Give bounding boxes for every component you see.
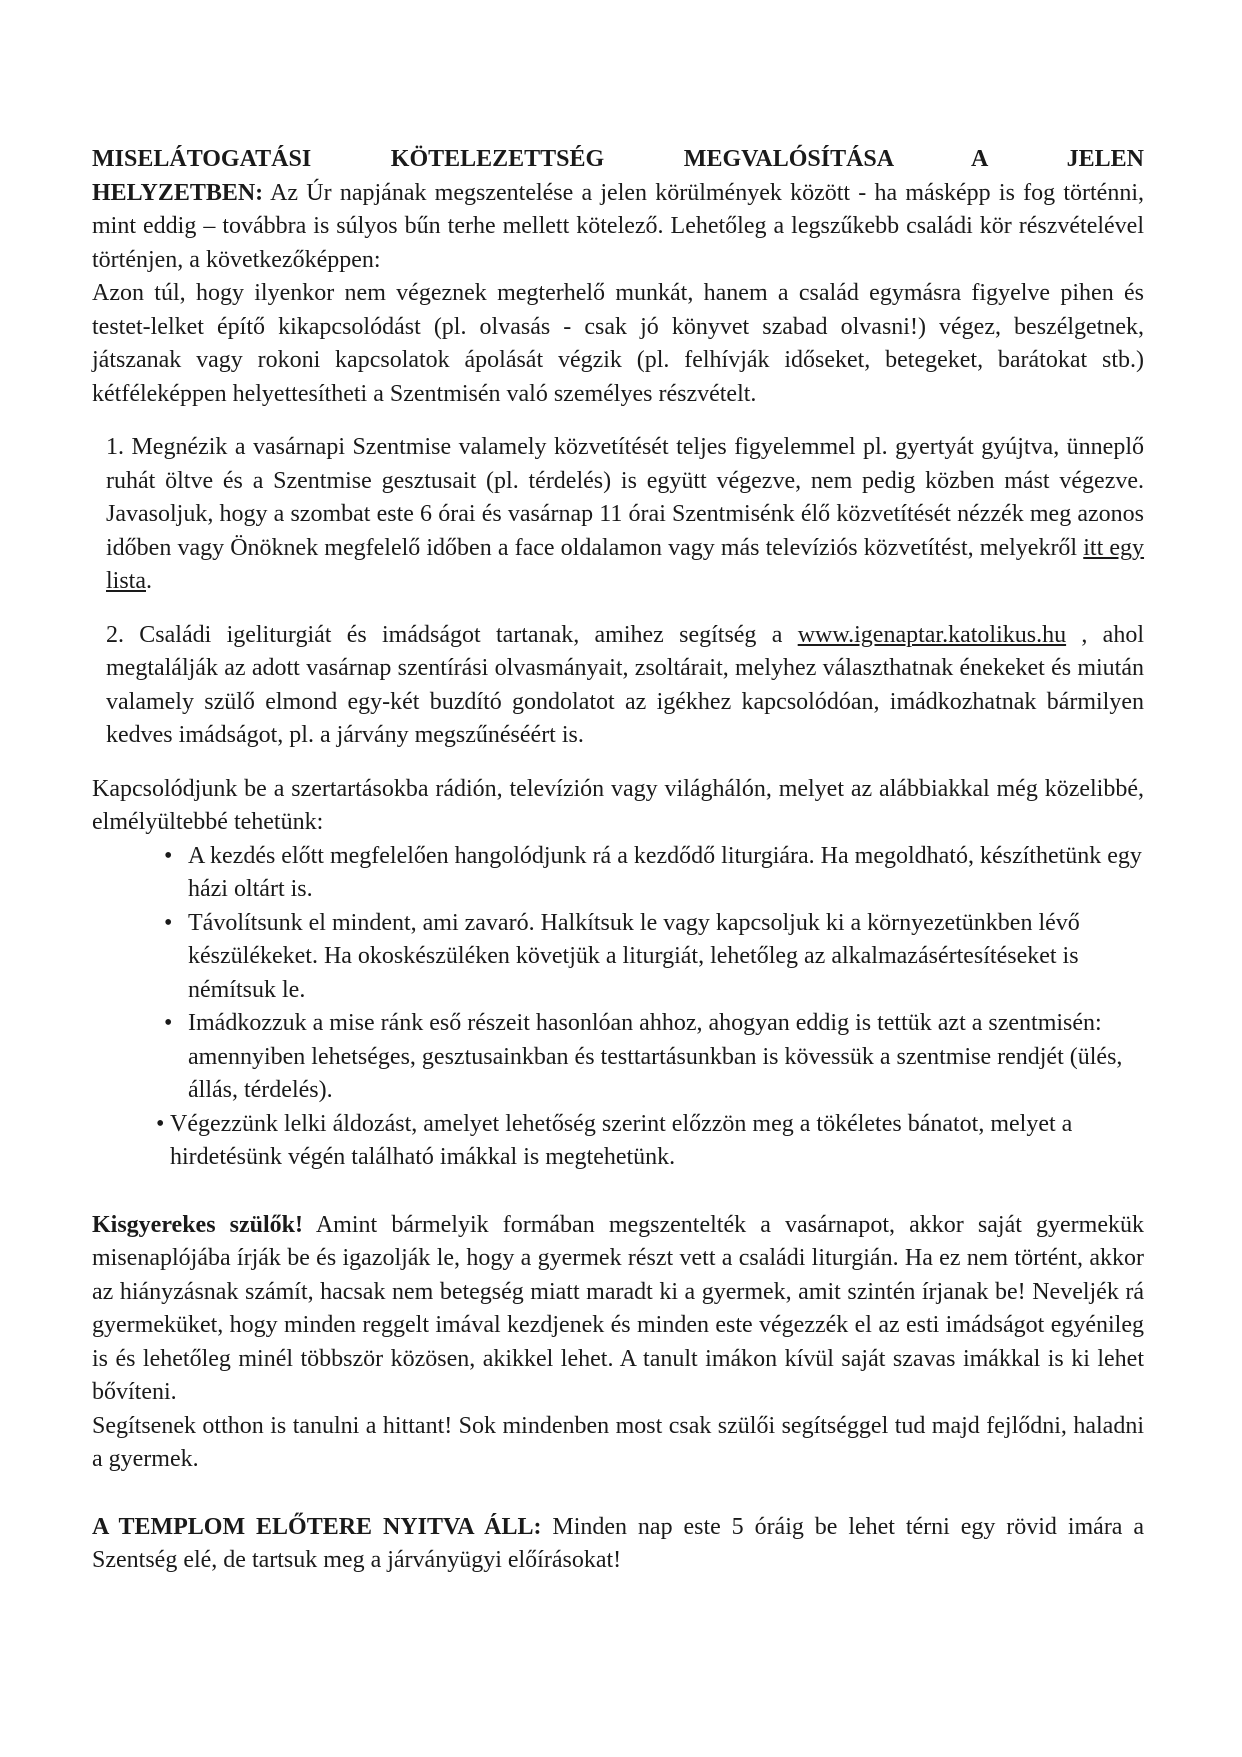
parents-heading: Kisgyerekes szülők! <box>92 1211 304 1238</box>
parents-paragraph-2: Segítsenek otthon is tanulni a hittant! Sok mindenben most csak szülői segítséggel tud majd fejlődni, haladni a gyermek. <box>92 1412 1144 1472</box>
bullet-item: • Imádkozzuk a mise ránk eső részeit hasonlóan ahhoz, ahogyan eddig is tettük azt a szentmisén: amennyiben lehetséges, gesztusainkban és testtartásunkban is kövessük a szentmise rendjét (ülés, állás, térdelés). <box>164 1007 1144 1108</box>
numbered-item-2 <box>92 619 1144 753</box>
heading-line1: MISELÁTOGATÁSI KÖTELEZETTSÉG MEGVALÓSÍTÁSA A JELEN <box>92 146 1144 172</box>
heading-line2: HELYZETBEN: <box>92 179 264 206</box>
numbered-item-2-before: 2. Családi igeliturgiát és imádságot tartanak, amihez segítség a <box>106 621 783 648</box>
numbered-item-1: 1. Megnézik a vasárnapi Szentmise valamely közvetítését teljes figyelemmel pl. gyertyát gyújtva, ünneplő ruhát öltve és a Szentmise gesztusait (pl. térdelés) is együtt végezve, nem pedig közben mást végezve. Javasoljuk, hogy a szombat este 6 órai és vasárnap 11 órai Szentmisénk élő közvetítését nézzék meg azonos időben vagy Önöknek megfelelő időben a face oldalamon vagy más televíziós közvetítést, melyekről itt egy lista. <box>106 434 1145 594</box>
parents-text: Amint bármelyik formában megszentelték a vasárnapot, akkor saját gyermekük misenaplójába írják be és igazolják le, hogy a gyermek részt vett a családi liturgián. Ha ez nem történt, akkor az hiányzásnak számít, hacsak nem betegség miatt maradt ki a gyermek, amit szintén írjanak be! Neveljék rá gyermeküket, hogy minden reggelt imával kezdjenek és minden este végezzék el az esti imádságot egyénileg is és lehetőleg minél többször közösen, akikkel lehet. A tanult imákon kívül saját szavas imákkal is ki lehet bővíteni. <box>92 1211 1144 1405</box>
church-heading: A TEMPLOM ELŐTERE NYITVA ÁLL: <box>92 1513 542 1540</box>
rest-paragraph: Azon túl, hogy ilyenkor nem végeznek megterhelő munkát, hanem a család egymásra figyelve pihen és testet-lelket építő kikapcsolódást (pl. olvasás - csak jó könyvet szabad olvasni!) végez, beszélgetnek, játszanak vagy rokoni kapcsolatok ápolását végzik (pl. felhívják időseket, betegeket, barátokat stb.) kétféleképpen helyettesítheti a Szentmisén való személyes részvételt. <box>92 280 1144 407</box>
connect-bullets <box>92 840 1144 1175</box>
list-link[interactable]: itt egy lista <box>106 534 1145 594</box>
church-text: Minden nap este 5 óráig be lehet térni egy rövid imára a Szentség elé, de tartsuk meg a járványügyi előírásokat! <box>92 1513 1145 1573</box>
document-page <box>92 143 1144 1578</box>
bullet-item: • Távolítsunk el mindent, ami zavaró. Halkítsuk le vagy kapcsoljuk ki a környezetünkben lévő készülékeket. Ha okoskészüléken követjük a liturgiát, lehetőleg az alkalmazásértesítéseket is némítsuk le. <box>164 907 1144 1008</box>
connect-intro: Kapcsolódjunk be a szertartásokba rádión, televízión vagy világhálón, melyet az alábbiakkal még közelibbé, elmélyültebbé tehetünk: <box>92 775 1144 835</box>
intro-text: Az Úr napjának megszentelése a jelen körülmények között - ha másképp is fog történni, mint eddig – továbbra is súlyos bűn terhe mellett kötelező. Lehetőleg a legszűkebb családi kör részvételével történjen, a következőképpen: <box>92 179 1144 273</box>
intro-paragraph <box>92 177 1144 278</box>
church-paragraph <box>92 1511 1144 1578</box>
numbered-item-1-text: 1. Megnézik a vasárnapi Szentmise valamely közvetítését teljes figyelemmel pl. gyertyát gyújtva, ünneplő ruhát öltve és a Szentmise gesztusait (pl. térdelés) is együtt végezve, nem pedig közben mást végezve. Javasoljuk, hogy a szombat este 6 órai és vasárnap 11 órai Szentmisénk élő közvetítését nézzék meg azonos időben vagy Önöknek megfelelő időben a face oldalamon vagy más televíziós közvetítést, melyekről <box>106 434 1144 561</box>
bullet-item: • A kezdés előtt megfelelően hangolódjunk rá a kezdődő liturgiára. Ha megoldható, készíthetünk egy házi oltárt is. <box>164 840 1144 907</box>
numbered-item-2-text: , ahol megtalálják az adott vasárnap szentírási olvasmányait, zsoltárait, melyhez választhatnak énekeket és miután valamely szülő elmond egy-két buzdító gondolatot az igékhez kapcsolódóan, imádkozhatnak bármilyen kedves imádságot, pl. a járvány megszűnéséért is. <box>106 621 1145 748</box>
parents-paragraph <box>92 1209 1144 1410</box>
section-heading <box>92 143 1144 177</box>
igenaptar-link[interactable]: www.igenaptar.katolikus.hu <box>797 621 1067 648</box>
bullet-item: • Végezzünk lelki áldozást, amelyet lehetőség szerint előzzön meg a tökéletes bánatot, melyet a hirdetésünk végén található imákkal is megtehetünk. <box>156 1108 1144 1175</box>
